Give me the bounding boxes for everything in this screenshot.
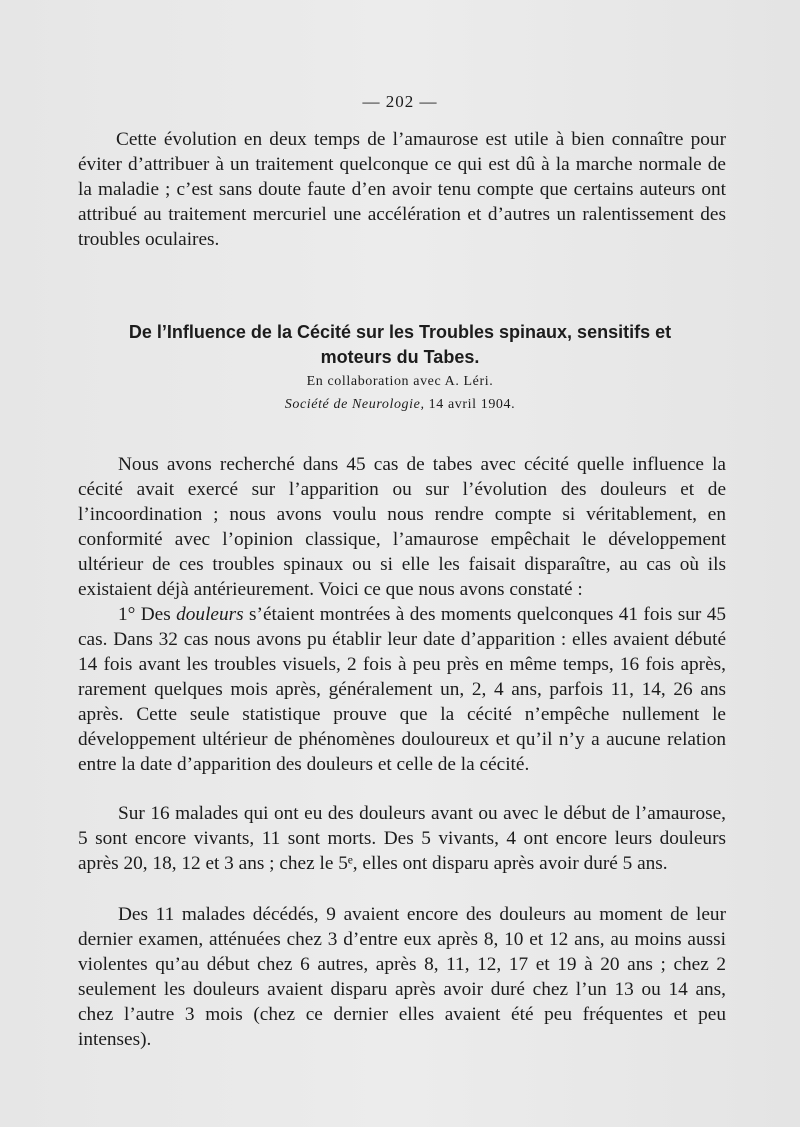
page-number: — 202 — bbox=[362, 92, 438, 111]
paragraph-rest: s’étaient montrées à des moments quelconques 41 fois sur 45 cas. Dans 32 cas nous avons pu établir leur date d’apparition : elles avaient débuté 14 fois avant les troubles visuels, 2 fois à peu près en même temps, 16 fois après, rarement quelques mois après, généralement un, 2, 4 ans, parfois 11, 14, 26 ans après. Cette seule statistique prouve que la cécité n’empêche nullement le développement ultérieur de phénomènes douloureux et qu’il n’y a aucune relation entre la date d’apparition des douleurs et celle de la cécité. bbox=[78, 604, 726, 775]
publication-date: 14 avril 1904. bbox=[428, 397, 516, 412]
paragraph-prefix: 1° Des bbox=[118, 604, 177, 625]
publication-source bbox=[0, 397, 800, 413]
collaboration-note: En collaboration avec A. Léri. bbox=[306, 374, 494, 389]
section-title-line-1: De l’Influence de la Cécité sur les Troubles spinaux, sensitifs et bbox=[128, 322, 672, 342]
section-title-line-2: moteurs du Tabes. bbox=[320, 347, 480, 367]
section-title bbox=[60, 320, 740, 370]
journal-name: Société de Neurologie, bbox=[284, 397, 425, 412]
body-paragraph-1: Nous avons recherché dans 45 cas de tabes avec cécité quelle influence la cécité avait exercé sur l’apparition ou sur l’évolution des douleurs et de l’incoordination ; nous avons voulu nous rendre compte si véritablement, en conformité avec l’opinion classique, l’amaurose empêchait le développement ultérieur de ces troubles spinaux ou si elle les faisait disparaître, au cas où ils existaient déjà antérieurement. Voici ce que nous avons constaté : bbox=[78, 454, 726, 600]
intro-paragraph: Cette évolution en deux temps de l’amaurose est utile à bien connaître pour éviter d’attribuer à un traitement quelconque ce qui est dû à la marche normale de la maladie ; c’est sans doute faute d’en avoir tenu compte que certains auteurs ont attribué au traitement mercuriel une accélération et d’autres un ralentissement des troubles oculaires. bbox=[78, 129, 726, 250]
emphasized-term: douleurs bbox=[176, 604, 244, 625]
body-paragraph-2 bbox=[78, 602, 726, 777]
body-paragraph-3: Sur 16 malades qui ont eu des douleurs avant ou avec le début de l’amaurose, 5 sont encore vivants, 11 sont morts. Des 5 vivants, 4 ont encore leurs douleurs après 20, 18, 12 et 3 ans ; chez le 5ᵉ, elles ont disparu après avoir duré 5 ans. bbox=[78, 803, 726, 874]
body-paragraph-4: Des 11 malades décédés, 9 avaient encore des douleurs au moment de leur dernier examen, atténuées chez 3 d’entre eux après 8, 10 et 12 ans, au moins aussi violentes qu’au début chez 6 autres, après 8, 11, 12, 17 et 19 à 20 ans ; chez 2 seulement les douleurs avaient disparu après avoir duré chez l’un 13 ou 14 ans, chez l’autre 3 mois (chez ce dernier elles avaient été peu fréquentes et peu intenses). bbox=[78, 904, 726, 1050]
